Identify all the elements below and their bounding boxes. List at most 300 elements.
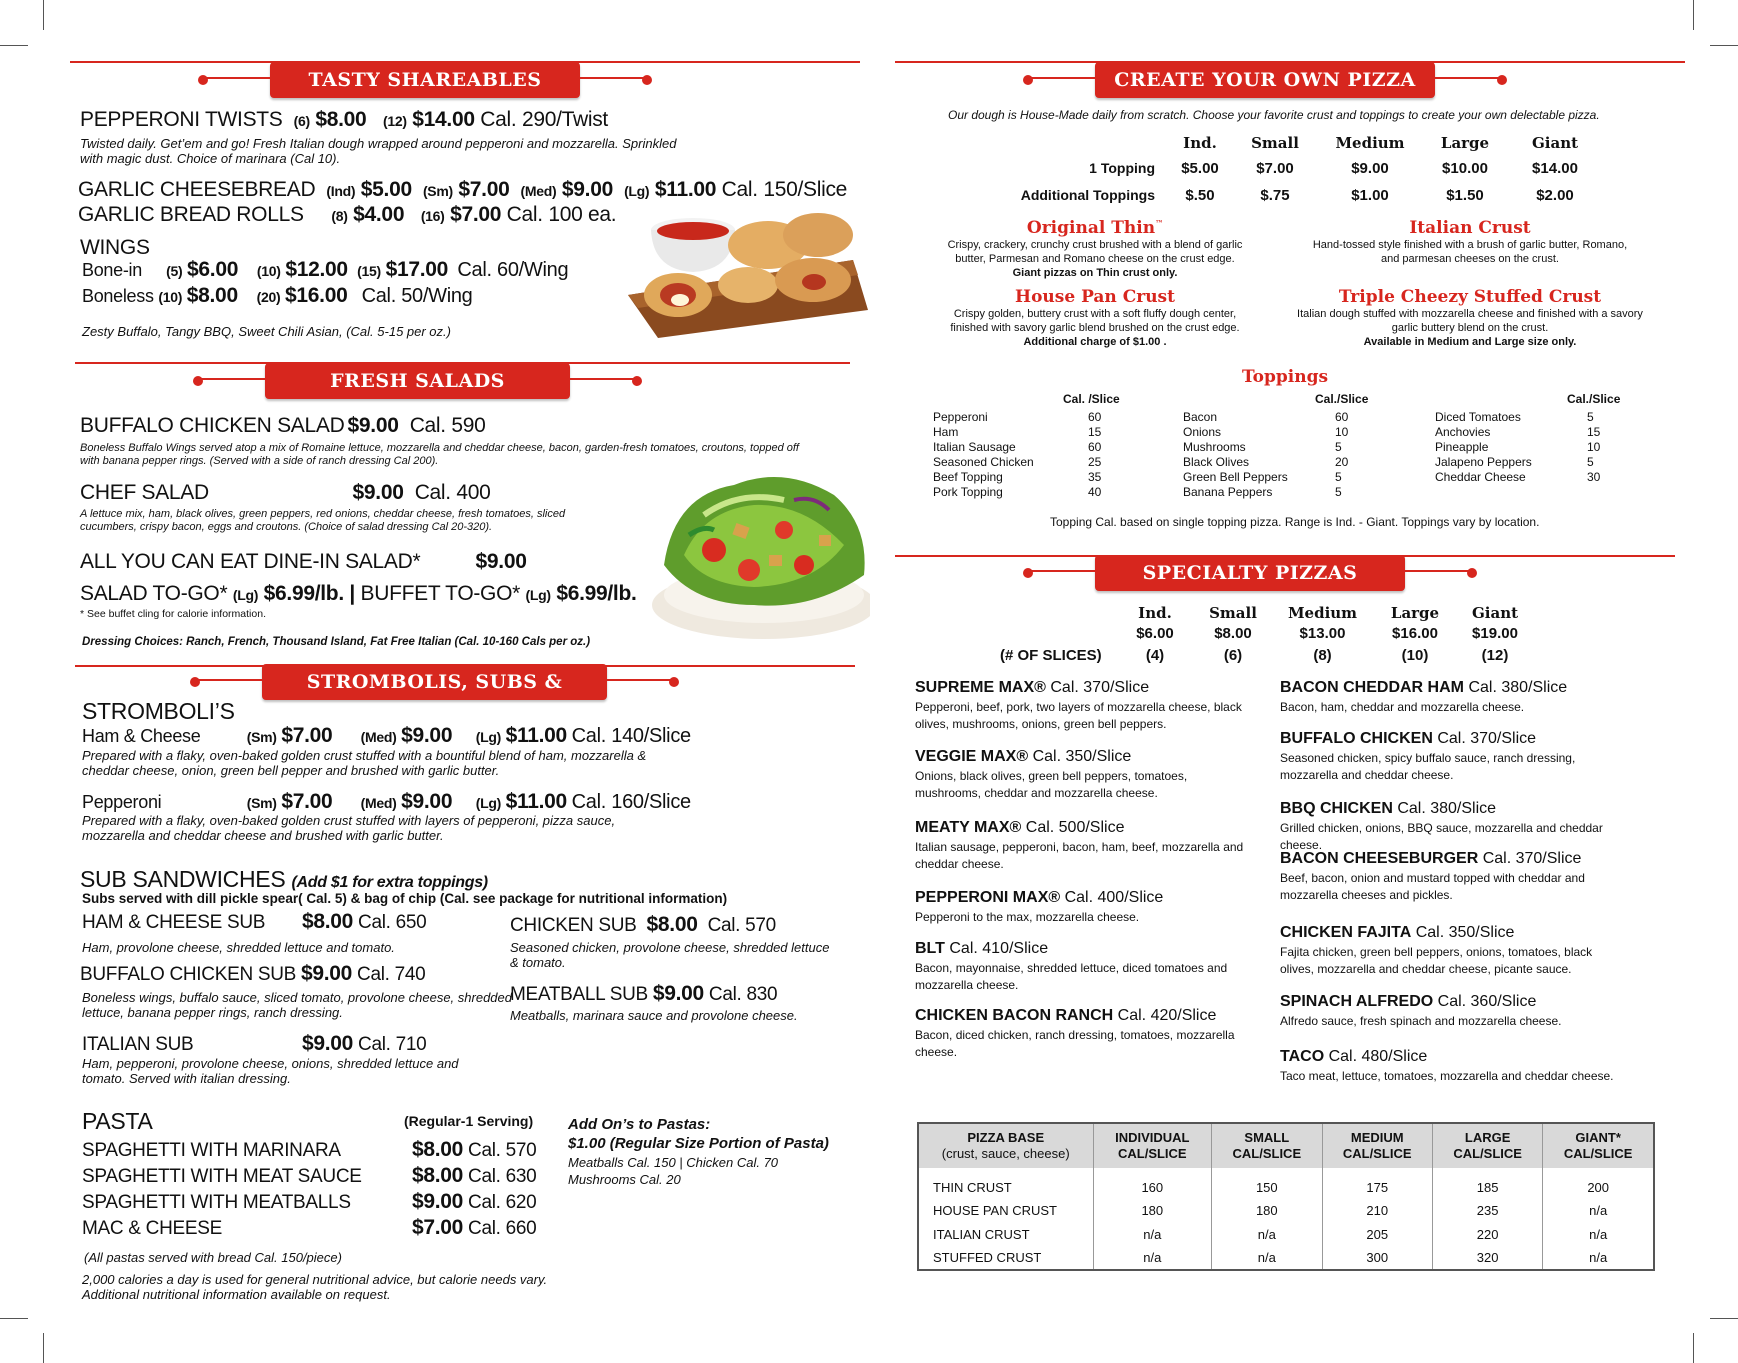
item-name: BUFFET TO-GO* bbox=[360, 582, 520, 605]
qty: (12) bbox=[383, 113, 407, 129]
topping-name: Diced Tomatoes bbox=[1435, 410, 1521, 424]
header-line: (crust, sauce, cheese) bbox=[941, 1146, 1070, 1161]
topping-name: Bacon bbox=[1183, 410, 1218, 424]
calories: Cal. 370/Slice bbox=[1045, 679, 1150, 696]
crust-description: Hand-tossed style finished with a brush of garlic butter, Romano, and parmesan cheeses on the crust. bbox=[1312, 239, 1628, 265]
price: $9.00 bbox=[561, 178, 613, 201]
crust-note: Giant pizzas on Thin crust only. bbox=[1012, 267, 1178, 279]
topping-calories: 5 bbox=[1587, 410, 1594, 424]
menu-item-ham-cheese-sub bbox=[82, 910, 426, 934]
pasta-serving: (Regular-1 Serving) bbox=[404, 1113, 534, 1129]
subs-note: Subs served with dill pickle spear( Cal. 5) & bag of chip (Cal. see package for nutritional information) bbox=[82, 891, 728, 906]
price: $7.00 bbox=[281, 724, 333, 747]
item-name: GARLIC CHEESEBREAD bbox=[78, 178, 316, 201]
price: $8.00 bbox=[186, 284, 238, 307]
crust-name: Triple Cheezy Stuffed Crust bbox=[1338, 287, 1602, 307]
crop-mark bbox=[1710, 1318, 1738, 1319]
item-label: Boneless bbox=[82, 286, 154, 306]
menu-item-chef-salad bbox=[80, 481, 491, 505]
specialty-pizza-description: Beef, bacon, onion and mustard topped with cheddar and mozzarella cheeses and pickles. bbox=[1280, 871, 1585, 902]
pizza-title: CHICKEN FAJITA bbox=[1280, 924, 1412, 941]
pasta-item bbox=[82, 1138, 536, 1162]
crust-note: Additional charge of $1.00 . bbox=[1023, 336, 1167, 348]
section-banner bbox=[1095, 62, 1435, 98]
price: $7.00 bbox=[458, 178, 510, 201]
menu-item-italian-sub bbox=[82, 1032, 426, 1056]
item-description: Meatballs, marinara sauce and provolone cheese. bbox=[510, 1008, 798, 1023]
price: $8.00 bbox=[412, 1164, 464, 1187]
pasta-addons-line: Mushrooms Cal. 20 bbox=[568, 1172, 681, 1187]
table-cell: 185 bbox=[1432, 1168, 1542, 1198]
topping-name: Anchovies bbox=[1435, 425, 1491, 439]
topping-calories: 10 bbox=[1335, 425, 1349, 439]
specialty-pizza-description: Taco meat, lettuce, tomatoes, mozzarella and cheddar cheese. bbox=[1280, 1069, 1614, 1083]
header-line: CAL/SLICE bbox=[1232, 1146, 1302, 1161]
item-description: Boneless wings, buffalo sauce, sliced tomato, provolone cheese, shredded lettuce, banana pepper rings, ranch dressing. bbox=[82, 990, 512, 1020]
size-header: Small bbox=[1251, 134, 1299, 152]
calories: Cal. 370/Slice bbox=[1432, 730, 1537, 747]
salad-image bbox=[644, 455, 870, 645]
topping-calories: 60 bbox=[1088, 440, 1102, 454]
row-label: Additional Toppings bbox=[1020, 187, 1155, 203]
price-cell: $19.00 bbox=[1472, 625, 1518, 642]
crust-description: Crispy, crackery, crunchy crust brushed with a blend of garlic butter, Parmesan and Romano cheese on the crust edge. bbox=[947, 239, 1243, 265]
price: $16.00 bbox=[285, 284, 348, 307]
table-header-row bbox=[918, 1123, 1654, 1168]
section-banner bbox=[1095, 555, 1405, 591]
cal-header: Cal./Slice bbox=[1567, 392, 1621, 406]
topping-row bbox=[933, 425, 1101, 440]
pizza-title: SUPREME MAX® bbox=[915, 679, 1046, 696]
topping-calories: 20 bbox=[1335, 455, 1349, 469]
subs-heading bbox=[80, 866, 488, 893]
calories: Cal. 50/Wing bbox=[361, 285, 473, 307]
item-name: CHICKEN SUB bbox=[510, 915, 637, 936]
specialty-pizza-description: Pepperoni to the max, mozzarella cheese. bbox=[915, 910, 1140, 924]
topping-name: Beef Topping bbox=[933, 470, 1003, 484]
topping-calories: 30 bbox=[1587, 470, 1601, 484]
calories: Cal. 380/Slice bbox=[1464, 679, 1568, 696]
calories: Cal. 140/Slice bbox=[571, 725, 691, 747]
header-line: LARGE bbox=[1464, 1130, 1511, 1145]
topping-row bbox=[1435, 455, 1600, 470]
qty: (6) bbox=[293, 113, 310, 129]
size-header: Giant bbox=[1471, 604, 1519, 622]
price-cell: $14.00 bbox=[1532, 160, 1578, 177]
item-description: A lettuce mix, ham, black olives, green peppers, red onions, cheddar cheese, fresh tomatoes, sliced cucumbers, crispy bacon, eggs and croutons. (Choice of salad dressing Cal 20-320). bbox=[80, 508, 566, 533]
qty: (Lg) bbox=[525, 587, 551, 603]
specialty-pizza-description: Bacon, ham, cheddar and mozzarella cheese. bbox=[1280, 700, 1525, 714]
section-banner bbox=[265, 363, 570, 399]
slices-cell: (10) bbox=[1401, 647, 1429, 664]
specialty-pizza-name bbox=[1280, 850, 1581, 868]
table-row bbox=[918, 1222, 1654, 1246]
menu-item-wings: WINGS bbox=[80, 236, 150, 259]
slices-label: (# OF SLICES) bbox=[1000, 647, 1102, 664]
table-header bbox=[1432, 1123, 1542, 1168]
calories: Cal. 420/Slice bbox=[1113, 1007, 1217, 1024]
calories: Cal. 60/Wing bbox=[457, 259, 569, 281]
topping-name: Banana Peppers bbox=[1183, 485, 1273, 499]
table-cell: n/a bbox=[1543, 1246, 1654, 1270]
topping-row bbox=[1183, 440, 1348, 455]
item-name: ITALIAN SUB bbox=[82, 1034, 194, 1055]
price-cell: $13.00 bbox=[1299, 625, 1346, 642]
item-label: Bone-in bbox=[82, 260, 142, 280]
price-cell: $9.00 bbox=[1351, 160, 1389, 177]
price: $9.00 bbox=[301, 1032, 354, 1055]
specialty-pizza-description: Alfredo sauce, fresh spinach and mozzarella cheese. bbox=[1280, 1014, 1562, 1028]
table-cell: 300 bbox=[1322, 1246, 1432, 1270]
topping-calories: 5 bbox=[1335, 485, 1342, 499]
crust-name bbox=[935, 218, 1255, 238]
trademark: ™ bbox=[1155, 218, 1164, 228]
calories: Cal. 360/Slice bbox=[1433, 993, 1537, 1010]
table-header bbox=[1093, 1123, 1212, 1168]
pizza-title: VEGGIE MAX® bbox=[915, 748, 1029, 765]
table-cell: 175 bbox=[1322, 1168, 1432, 1198]
specialty-pizza-description: Bacon, mayonnaise, shredded lettuce, diced tomatoes and mozzarella cheese. bbox=[915, 961, 1228, 992]
specialty-pizza-name bbox=[915, 679, 1149, 697]
specialty-pizza-name bbox=[915, 748, 1131, 766]
table-row bbox=[918, 1198, 1654, 1222]
specialty-pizza-description: Seasoned chicken, spicy buffalo sauce, ranch dressing, mozzarella and cheddar cheese. bbox=[1280, 751, 1576, 782]
item-description: Ham, pepperoni, provolone cheese, onions, shredded lettuce and tomato. Served with italian dressing. bbox=[82, 1056, 459, 1086]
qty: (10) bbox=[256, 263, 281, 279]
price: $11.00 bbox=[505, 724, 567, 747]
topping-name: Black Olives bbox=[1183, 455, 1250, 469]
heading-text: SUB SANDWICHES bbox=[80, 866, 286, 892]
calories: Cal. 160/Slice bbox=[571, 791, 691, 813]
size-header: Large bbox=[1390, 604, 1440, 622]
size-header: Medium bbox=[1335, 134, 1405, 152]
specialty-pizza-name bbox=[1280, 800, 1496, 818]
crust-description: Italian dough stuffed with mozzarella cheese and finished with a savory garlic buttery blend on the crust. bbox=[1297, 308, 1643, 334]
calories: Cal. 570 bbox=[468, 1140, 537, 1161]
pizza-title: SPINACH ALFREDO bbox=[1280, 993, 1434, 1010]
calories: Cal. 620 bbox=[468, 1192, 537, 1213]
pizza-title: BACON CHEESEBURGER bbox=[1280, 850, 1479, 867]
table-cell: 150 bbox=[1212, 1168, 1322, 1198]
table-cell: 160 bbox=[1093, 1168, 1212, 1198]
header-line: PIZZA BASE bbox=[967, 1130, 1045, 1145]
qty: (16) bbox=[420, 208, 445, 224]
slices-cell: (6) bbox=[1223, 647, 1243, 664]
calories: Cal. 480/Slice bbox=[1324, 1048, 1428, 1065]
toppings-column bbox=[933, 410, 1101, 500]
qty: (Med) bbox=[360, 795, 397, 811]
pasta-addons-line: Meatballs Cal. 150 | Chicken Cal. 70 bbox=[568, 1155, 779, 1170]
price: $9.00 bbox=[412, 1190, 464, 1213]
strombolis-heading: STROMBOLI’S bbox=[82, 698, 235, 724]
topping-row bbox=[1183, 410, 1348, 425]
topping-name: Ham bbox=[933, 425, 959, 439]
price: $8.00 bbox=[315, 108, 367, 131]
calories: Cal. 370/Slice bbox=[1478, 850, 1582, 867]
price-cell: $10.00 bbox=[1442, 160, 1488, 177]
topping-name: Jalapeno Peppers bbox=[1435, 455, 1532, 469]
pizza-title: TACO bbox=[1280, 1048, 1325, 1065]
price-cell: $2.00 bbox=[1536, 187, 1574, 204]
pizza-base-calorie-table bbox=[917, 1122, 1655, 1271]
item-description: Prepared with a flaky, oven-baked golden crust stuffed with layers of pepperoni, pizza sauce, mozzarella and cheddar cheese and brushed with garlic butter. bbox=[82, 813, 616, 843]
menu-item-garlic-bread-rolls bbox=[78, 203, 616, 227]
price: $14.00 bbox=[412, 108, 475, 131]
calories: Cal. 650 bbox=[358, 912, 427, 933]
topping-calories: 15 bbox=[1088, 425, 1102, 439]
section-title: STROMBOLIS, SUBS & PASTAS bbox=[306, 671, 563, 729]
item-name: SPAGHETTI WITH MEATBALLS bbox=[82, 1192, 351, 1213]
table-cell: 200 bbox=[1543, 1168, 1654, 1198]
item-name: GARLIC BREAD ROLLS bbox=[78, 203, 304, 226]
pasta-item bbox=[82, 1216, 536, 1240]
crust-name: Italian Crust bbox=[1409, 218, 1531, 238]
topping-row bbox=[933, 440, 1101, 455]
item-label: Pepperoni bbox=[82, 792, 162, 812]
price: $9.00 bbox=[401, 790, 453, 813]
item-description: Ham, provolone cheese, shredded lettuce and tomato. bbox=[82, 940, 395, 955]
price: $11.00 bbox=[654, 178, 717, 201]
specialty-pizza-name bbox=[1280, 679, 1567, 697]
table-cell: n/a bbox=[1093, 1222, 1212, 1246]
table-row bbox=[918, 1168, 1654, 1198]
menu-item-all-you-can-eat-salad bbox=[80, 550, 527, 574]
topping-calories: 10 bbox=[1587, 440, 1601, 454]
qty: (Sm) bbox=[246, 729, 277, 745]
header-line: CAL/SLICE bbox=[1563, 1146, 1633, 1161]
crop-mark bbox=[0, 1318, 28, 1319]
calories: Cal. 380/Slice bbox=[1392, 800, 1497, 817]
calories: Cal. 350/Slice bbox=[1411, 924, 1515, 941]
menu-item-meatball-sub bbox=[510, 982, 777, 1006]
price: $12.00 bbox=[285, 258, 348, 281]
calories: Cal. 660 bbox=[468, 1218, 537, 1239]
calories: Cal. 500/Slice bbox=[1021, 819, 1125, 836]
calories: Cal. 740 bbox=[357, 964, 426, 985]
topping-name: Onions bbox=[1183, 425, 1222, 439]
calories: Cal. 400/Slice bbox=[1060, 889, 1164, 906]
crop-mark bbox=[43, 1333, 44, 1363]
specialty-pizza-name bbox=[915, 940, 1048, 958]
topping-calories: 60 bbox=[1088, 410, 1102, 424]
qty: (Lg) bbox=[232, 587, 259, 603]
table-cell: ITALIAN CRUST bbox=[933, 1226, 1030, 1242]
item-name: MEATBALL SUB bbox=[510, 984, 648, 1005]
table-header bbox=[1543, 1123, 1654, 1168]
specialty-pizza-description: Bacon, diced chicken, ranch dressing, tomatoes, mozzarella cheese. bbox=[915, 1028, 1235, 1059]
topping-name: Italian Sausage bbox=[933, 440, 1016, 454]
qty: (Sm) bbox=[422, 183, 453, 199]
pizza-title: BACON CHEDDAR HAM bbox=[1280, 679, 1464, 696]
section-title: TASTY SHAREABLES bbox=[308, 69, 542, 91]
header-line: CAL/SLICE bbox=[1453, 1146, 1522, 1161]
calories: Cal. 410/Slice bbox=[944, 940, 1049, 957]
crop-mark bbox=[1693, 1333, 1694, 1363]
row-label: 1 Topping bbox=[1089, 160, 1155, 176]
price: $8.00 bbox=[412, 1138, 464, 1161]
crop-mark bbox=[43, 0, 44, 30]
price-cell: $1.50 bbox=[1446, 187, 1484, 204]
specialty-pizza-name bbox=[915, 889, 1163, 907]
price: $7.00 bbox=[412, 1216, 464, 1239]
crust-title: Original Thin bbox=[1026, 218, 1156, 238]
stromboli-pepperoni bbox=[82, 790, 691, 814]
breadsticks-image bbox=[618, 200, 870, 340]
size-header: Medium bbox=[1287, 604, 1358, 622]
specialty-pizza-name bbox=[1280, 924, 1514, 942]
topping-name: Mushrooms bbox=[1183, 440, 1246, 454]
table-cell: n/a bbox=[1543, 1222, 1654, 1246]
topping-calories: 40 bbox=[1088, 485, 1102, 499]
topping-row bbox=[1435, 410, 1600, 425]
table-cell: STUFFED CRUST bbox=[933, 1250, 1042, 1265]
pizza-title: MEATY MAX® bbox=[915, 819, 1022, 836]
table-cell: n/a bbox=[1543, 1198, 1654, 1222]
toppings-column bbox=[1435, 410, 1600, 485]
topping-calories: 35 bbox=[1088, 470, 1102, 484]
specialty-pizza-description: Italian sausage, pepperoni, bacon, ham, beef, mozzarella and cheddar cheese. bbox=[915, 840, 1244, 871]
calories: Cal. 590 bbox=[409, 414, 486, 437]
toppings-note: Topping Cal. based on single topping pizza. Range is Ind. - Giant. Toppings vary by location. bbox=[1050, 515, 1540, 529]
topping-name: Cheddar Cheese bbox=[1435, 470, 1526, 484]
price: $11.00 bbox=[505, 790, 567, 813]
item-name: SALAD TO-GO* bbox=[80, 582, 228, 605]
header-line: CAL/SLICE bbox=[1117, 1146, 1187, 1161]
item-name: PEPPERONI TWISTS bbox=[80, 108, 283, 131]
price: $9.00 bbox=[347, 414, 399, 437]
qty: (Lg) bbox=[624, 183, 650, 199]
toppings-column bbox=[1183, 410, 1348, 500]
crop-mark bbox=[0, 45, 28, 46]
size-header: Ind. bbox=[1138, 604, 1172, 622]
table-cell: 210 bbox=[1322, 1198, 1432, 1222]
topping-calories: 5 bbox=[1587, 455, 1594, 469]
specialty-pizza-name bbox=[1280, 1048, 1427, 1066]
item-name: SPAGHETTI WITH MARINARA bbox=[82, 1140, 341, 1161]
price: $7.00 bbox=[281, 790, 333, 813]
table-cell: HOUSE PAN CRUST bbox=[933, 1202, 1057, 1218]
topping-calories: 5 bbox=[1335, 470, 1342, 484]
qty: (15) bbox=[357, 263, 381, 279]
qty: (Med) bbox=[520, 183, 557, 199]
section-title: SPECIALTY PIZZAS bbox=[1142, 562, 1358, 584]
pizza-title: CHICKEN BACON RANCH bbox=[915, 1007, 1114, 1024]
table-cell: 235 bbox=[1432, 1198, 1542, 1222]
item-name: BUFFALO CHICKEN SALAD bbox=[80, 414, 345, 437]
calories: Cal. 150/Slice bbox=[721, 178, 848, 201]
table-cell: n/a bbox=[1212, 1246, 1322, 1270]
topping-row bbox=[933, 470, 1101, 485]
pizza-title: BBQ CHICKEN bbox=[1280, 800, 1393, 817]
table-row bbox=[918, 1246, 1654, 1270]
dressing-choices: Dressing Choices: Ranch, French, Thousand Island, Fat Free Italian (Cal. 10-160 Cals per oz.) bbox=[82, 636, 591, 648]
calories: Cal. 100 ea. bbox=[506, 203, 617, 226]
pasta-addons-price: $1.00 (Regular Size Portion of Pasta) bbox=[568, 1135, 829, 1152]
table-header bbox=[1322, 1123, 1432, 1168]
topping-row bbox=[1435, 440, 1600, 455]
item-name: ALL YOU CAN EAT DINE-IN SALAD* bbox=[80, 550, 421, 573]
calories: Cal. 290/Twist bbox=[480, 108, 608, 131]
pasta-addons-title: Add On’s to Pastas: bbox=[568, 1116, 711, 1133]
calories: Cal. 350/Slice bbox=[1028, 748, 1132, 765]
topping-row bbox=[933, 485, 1101, 500]
table-cell: 320 bbox=[1432, 1246, 1542, 1270]
price-cell: $16.00 bbox=[1392, 625, 1438, 642]
table-cell: 220 bbox=[1432, 1222, 1542, 1246]
menu-item-to-go bbox=[80, 582, 637, 606]
crust-note: Available in Medium and Large size only. bbox=[1363, 336, 1577, 348]
price-cell: $1.00 bbox=[1351, 187, 1389, 204]
item-name: MAC & CHEESE bbox=[82, 1218, 222, 1239]
separator: | bbox=[349, 582, 355, 605]
size-header: Giant bbox=[1531, 134, 1579, 152]
pizza-title: BLT bbox=[915, 940, 945, 957]
buffet-note: * See buffet cling for calorie information. bbox=[80, 608, 266, 620]
heading-note: (Add $1 for extra toppings) bbox=[291, 874, 488, 891]
qty: (10) bbox=[158, 289, 183, 305]
pizza-title: PEPPERONI MAX® bbox=[915, 889, 1061, 906]
calorie-disclaimer: 2,000 calories a day is used for general nutritional advice, but calorie needs vary. Additional nutritional information available on request. bbox=[82, 1272, 548, 1302]
calories: Cal. 630 bbox=[468, 1166, 537, 1187]
item-description: Twisted daily. Get’em and go! Fresh Italian dough wrapped around pepperoni and mozzarella. Sprinkled with magic dust. Choice of marinara (Cal 10). bbox=[80, 136, 677, 166]
item-description: Boneless Buffalo Wings served atop a mix of Romaine lettuce, mozzarella and cheddar cheese, bacon, garden-fresh tomatoes, croutons, topped off with banana pepper rings. (Served with a side of ranch dressing Cal 200). bbox=[80, 442, 799, 467]
table-cell: 180 bbox=[1093, 1198, 1212, 1222]
table-cell: 180 bbox=[1212, 1198, 1322, 1222]
qty: (Lg) bbox=[475, 729, 501, 745]
item-description: Seasoned chicken, provolone cheese, shredded lettuce & tomato. bbox=[510, 940, 830, 970]
price: $17.00 bbox=[385, 258, 448, 281]
header-line: SMALL bbox=[1244, 1130, 1290, 1145]
pizza-title: BUFFALO CHICKEN bbox=[1280, 730, 1433, 747]
section-banner bbox=[262, 664, 607, 729]
price: $9.00 bbox=[475, 550, 527, 573]
topping-row bbox=[1183, 455, 1348, 470]
menu-item-pepperoni-twists bbox=[80, 108, 608, 132]
specialty-pizza-name bbox=[1280, 993, 1536, 1011]
item-name: SPAGHETTI WITH MEAT SAUCE bbox=[82, 1166, 362, 1187]
menu-item-chicken-sub bbox=[510, 913, 776, 937]
calories: Cal. 570 bbox=[707, 915, 776, 936]
item-name: BUFFALO CHICKEN SUB bbox=[80, 964, 297, 985]
price: $9.00 bbox=[352, 481, 404, 504]
crop-mark bbox=[1693, 0, 1694, 30]
cal-header: Cal./Slice bbox=[1315, 392, 1369, 406]
topping-name: Green Bell Peppers bbox=[1183, 470, 1288, 484]
qty: (Lg) bbox=[475, 795, 501, 811]
price: $6.99/lb. bbox=[556, 582, 637, 605]
slices-cell: (4) bbox=[1145, 647, 1165, 664]
topping-row bbox=[1435, 425, 1600, 440]
specialty-pizza-description: Onions, black olives, green bell peppers, tomatoes, mushrooms, cheddar and mozzarella cheese. bbox=[915, 769, 1188, 800]
table-cell: THIN CRUST bbox=[933, 1180, 1012, 1195]
price: $6.00 bbox=[187, 258, 239, 281]
price: $4.00 bbox=[353, 203, 405, 226]
header-line: INDIVIDUAL bbox=[1115, 1130, 1190, 1145]
cal-header: Cal. /Slice bbox=[1063, 392, 1120, 406]
size-header: Large bbox=[1440, 134, 1490, 152]
pasta-item bbox=[82, 1190, 536, 1214]
section-title: FRESH SALADS bbox=[330, 370, 505, 392]
specialty-pizza-name bbox=[1280, 730, 1536, 748]
header-line: GIANT* bbox=[1575, 1130, 1621, 1145]
section-banner bbox=[270, 62, 580, 98]
item-description: Prepared with a flaky, oven-baked golden crust stuffed with a bountiful blend of ham, mozzarella & cheddar cheese, onion, green bell pepper and brushed with garlic butter. bbox=[82, 748, 647, 778]
section-title: CREATE YOUR OWN PIZZA bbox=[1114, 69, 1416, 91]
price-cell: $6.00 bbox=[1136, 625, 1174, 642]
wings-sauces: Zesty Buffalo, Tangy BBQ, Sweet Chili Asian, (Cal. 5-15 per oz.) bbox=[82, 324, 451, 339]
specialty-pizza-description: Fajita chicken, green bell peppers, onions, tomatoes, black olives, mozzarella and cheddar cheese, picante sauce. bbox=[1280, 945, 1593, 976]
topping-name: Seasoned Chicken bbox=[933, 455, 1034, 469]
